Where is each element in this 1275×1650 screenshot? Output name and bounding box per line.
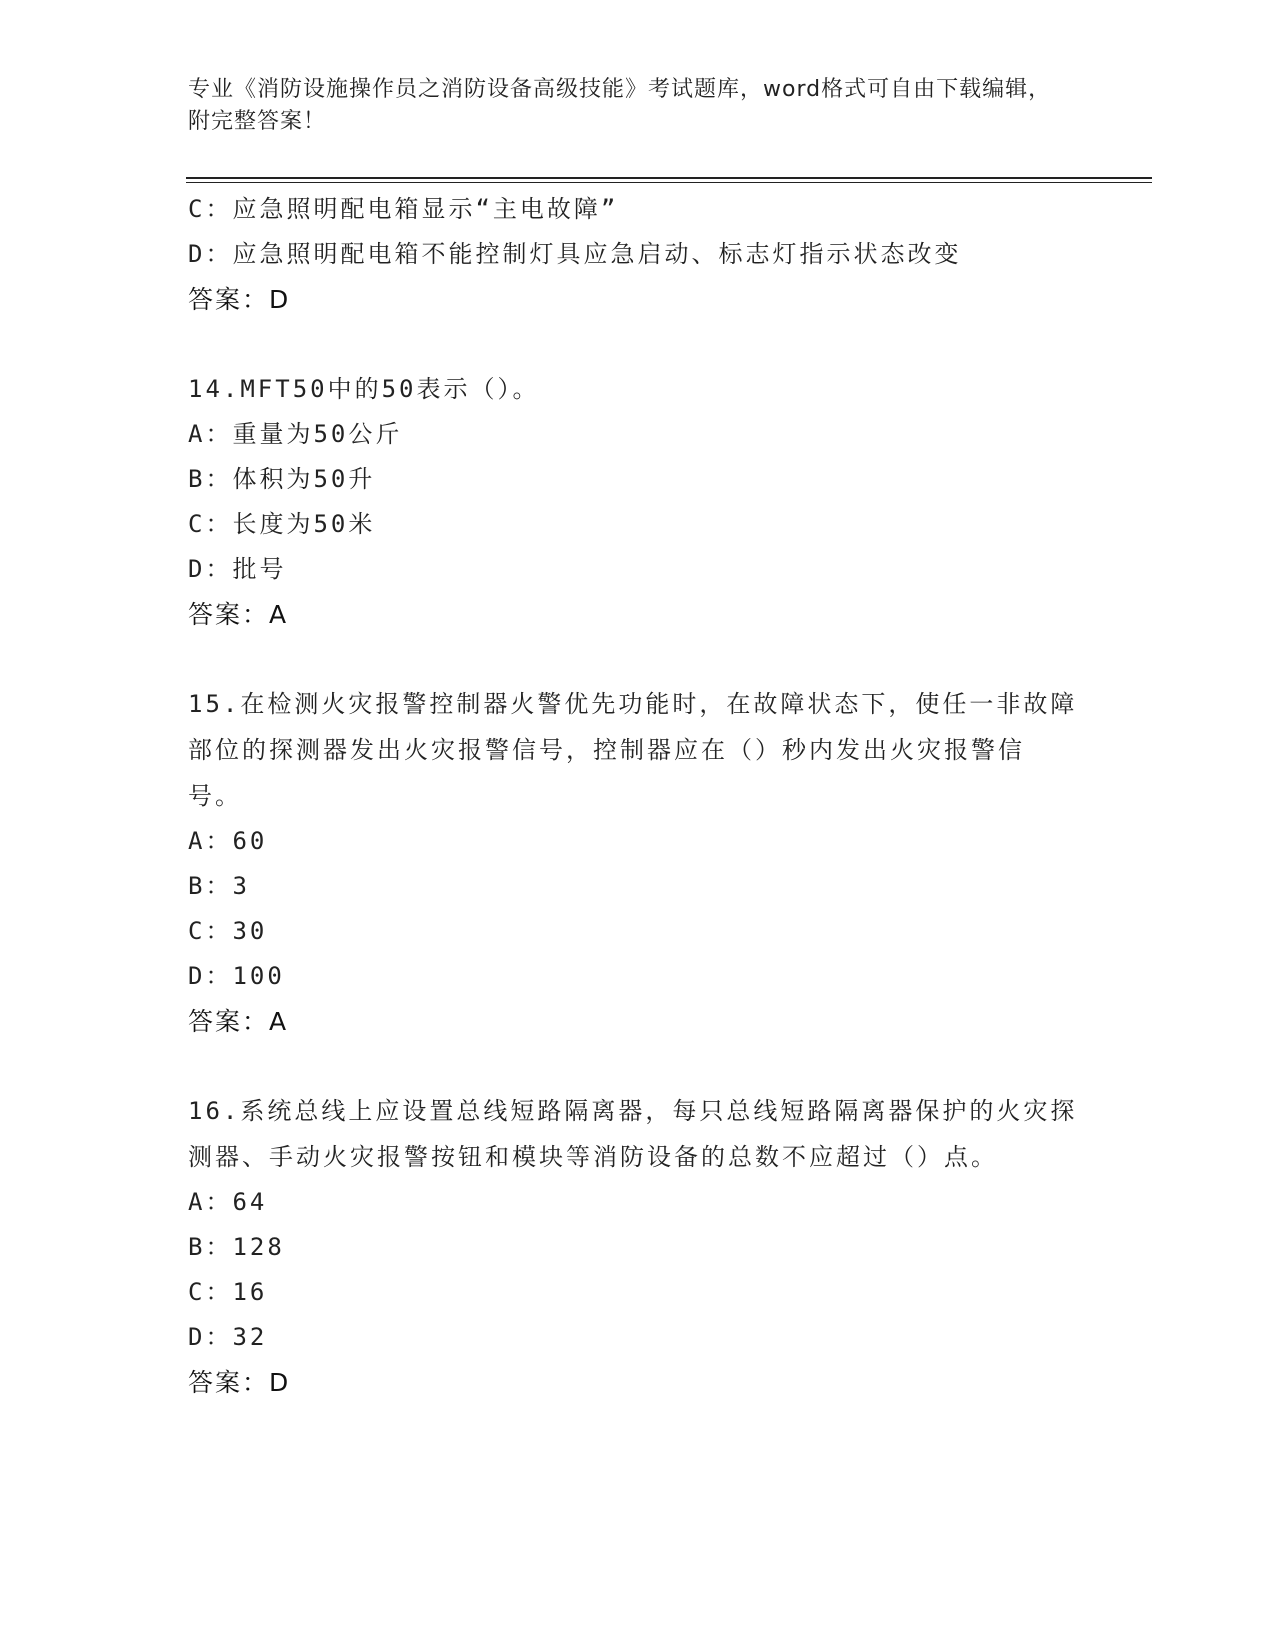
question-15 [188,681,1088,1044]
question-list [188,187,1088,1405]
answer-line: 答案：D [188,285,291,314]
document-header: 专业《消防设施操作员之消防设备高级技能》考试题库，word格式可自由下载编辑，附完整答案！ [188,77,1052,134]
option-a: A：64 [188,1188,268,1216]
option-b: B：3 [188,872,250,900]
option-a: A：重量为50公斤 [188,420,403,448]
option-c: C：长度为50米 [188,510,376,538]
answer-line: 答案：D [188,1368,291,1397]
option-c: C：30 [188,917,268,945]
header-rule-thick [186,177,1152,179]
option-a: A：60 [188,827,268,855]
option-c: C：16 [188,1278,268,1306]
option-d: D：应急照明配电箱不能控制灯具应急启动、标志灯指示状态改变 [188,240,962,268]
option-b: B：128 [188,1233,285,1261]
header-rule-thin [186,182,1152,183]
answer-line: 答案：A [188,1007,289,1036]
option-d: D：32 [188,1323,268,1351]
question-16 [188,1088,1088,1405]
question-stem: 16.系统总线上应设置总线短路隔离器，每只总线短路隔离器保护的火灾探测器、手动火灾报警按钮和模块等消防设备的总数不应超过（）点。 [188,1097,1078,1171]
answer-line: 答案：A [188,600,289,629]
question-stem: 15.在检测火灾报警控制器火警优先功能时，在故障状态下，使任一非故障部位的探测器发出火灾报警信号，控制器应在（）秒内发出火灾报警信号。 [188,690,1078,810]
previous-question-tail [188,187,1088,322]
question-stem: 14.MFT50中的50表示（）。 [188,375,540,403]
option-b: B：体积为50升 [188,465,376,493]
option-d: D：批号 [188,555,287,583]
option-d: D：100 [188,962,285,990]
option-c: C：应急照明配电箱显示“主电故障” [188,195,619,223]
question-14 [188,366,1088,637]
